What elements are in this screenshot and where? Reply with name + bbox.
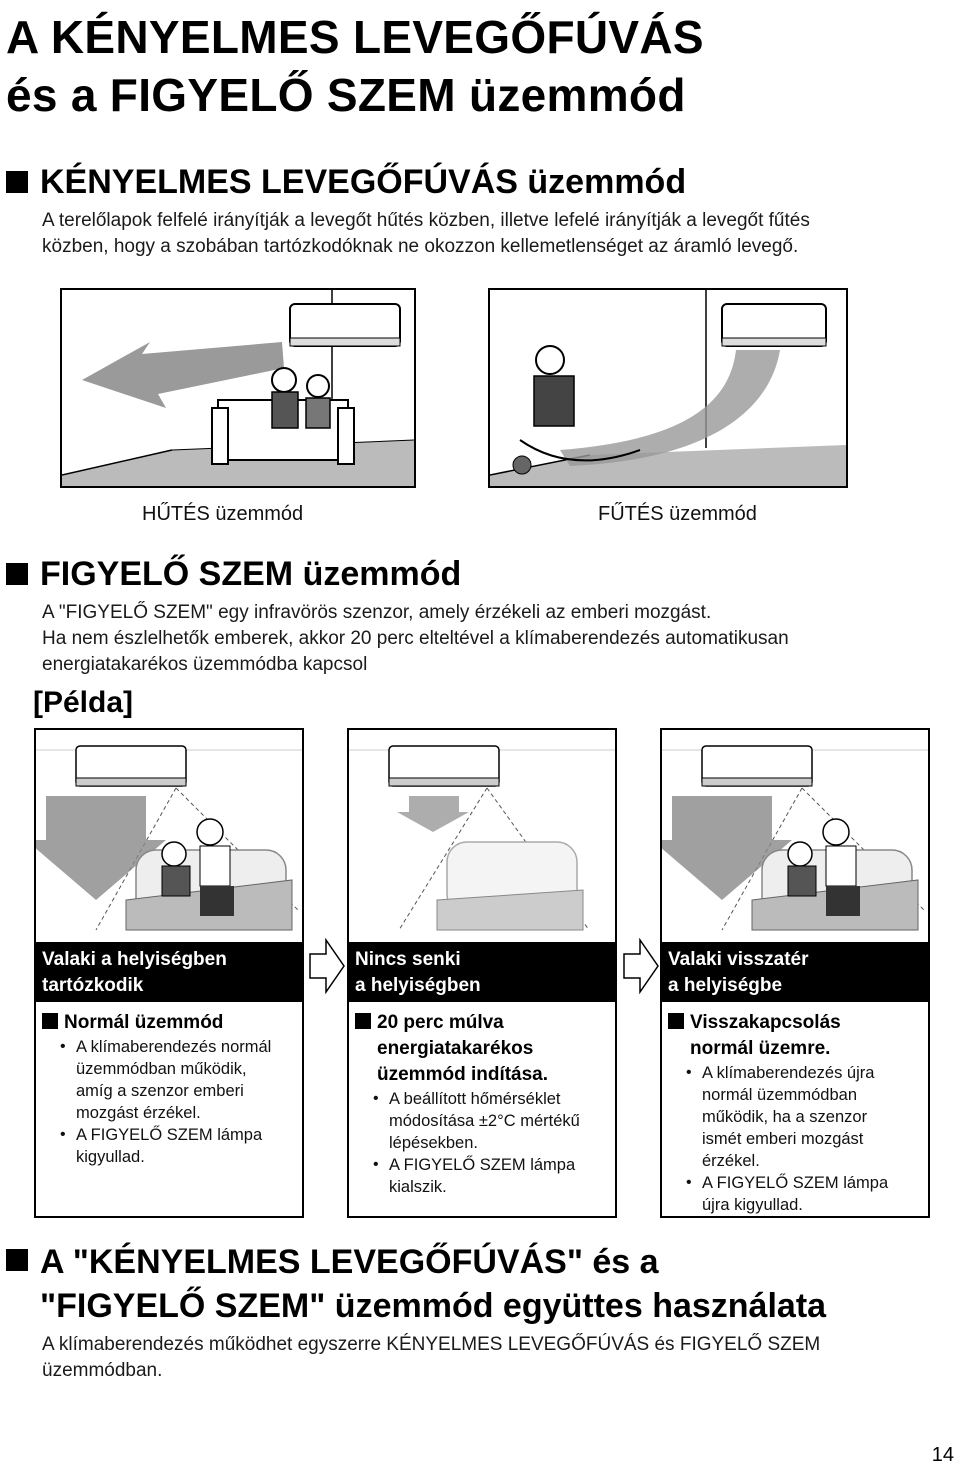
- bullet-text: ismét emberi mozgást: [702, 1130, 864, 1148]
- band-line1: Nincs senki: [355, 949, 461, 970]
- scene-nobody-present: [349, 730, 615, 942]
- mode-line3: üzemmód indítása.: [377, 1064, 549, 1085]
- bullet-text: amíg a szenzor emberi: [76, 1082, 244, 1100]
- mode-title: [42, 1010, 296, 1036]
- bullet-text: • A beállított hőmérséklet: [389, 1090, 561, 1108]
- section2-text-line3: energiatakarékos üzemmódba kapcsol: [42, 654, 368, 675]
- section1-text: [42, 208, 810, 260]
- bullet-text: működik, ha a szenzor: [702, 1108, 868, 1126]
- bullet-text: • A klímaberendezés normál: [76, 1038, 272, 1056]
- cooling-illustration: [60, 288, 416, 488]
- section1-text-line2: közben, hogy a szobában tartózkodóknak ne okozzon kellemetlenséget az áramló levegő.: [42, 236, 799, 257]
- bullet-square-icon: [6, 1249, 28, 1271]
- band-line1: Valaki a helyiségben: [42, 949, 227, 970]
- bullet-item: [686, 1172, 922, 1216]
- mode-line2: normál üzemre.: [690, 1038, 831, 1059]
- bullet-text: kialszik.: [389, 1178, 447, 1196]
- bullet-text: érzékel.: [702, 1152, 760, 1170]
- section2-text-line2: Ha nem észlelhetők emberek, akkor 20 perc elteltével a klímaberendezés automatikusan: [42, 628, 789, 649]
- panel-nobody-present: [347, 728, 617, 1218]
- bullet-text: mozgást érzékel.: [76, 1104, 201, 1122]
- panel-nobody-present-bullets: [373, 1088, 609, 1198]
- band-line1: Valaki visszatér: [668, 949, 809, 970]
- bullet-text: • A FIGYELŐ SZEM lámpa: [76, 1126, 263, 1144]
- heating-illustration: [488, 288, 848, 488]
- bullet-square-icon: [355, 1013, 371, 1029]
- section1-heading-text: KÉNYELMES LEVEGŐFÚVÁS üzemmód: [40, 163, 687, 201]
- page-number: 14: [931, 1444, 954, 1466]
- bullet-item: [686, 1062, 922, 1172]
- bullet-text: módosítása ±2°C mértékű: [389, 1112, 580, 1130]
- scene-someone-present: [36, 730, 302, 942]
- mode-title: [355, 1010, 609, 1088]
- band-line2: tartózkodik: [42, 975, 144, 996]
- panel-someone-present: [34, 728, 304, 1218]
- mode-title: [668, 1010, 922, 1062]
- bullet-item: [60, 1124, 296, 1168]
- panel-nobody-present-band: [349, 942, 615, 1002]
- bullet-item: [60, 1036, 296, 1124]
- bullet-text: • A FIGYELŐ SZEM lámpa: [702, 1174, 889, 1192]
- section3-text-line1: A klímaberendezés működhet egyszerre KÉNYELMES LEVEGŐFÚVÁS és FIGYELŐ SZEM: [42, 1334, 821, 1355]
- scene-someone-returns: [662, 730, 928, 942]
- section3-text: [42, 1332, 820, 1384]
- bullet-text: kigyullad.: [76, 1148, 145, 1166]
- mode-line2: energiatakarékos: [377, 1038, 534, 1059]
- bullet-text: normál üzemmódban: [702, 1086, 857, 1104]
- bullet-square-icon: [6, 563, 28, 585]
- panel-someone-present-band: [36, 942, 302, 1002]
- bullet-text: • A FIGYELŐ SZEM lámpa: [389, 1156, 576, 1174]
- mode-line1: 20 perc múlva: [377, 1012, 504, 1033]
- right-arrow-icon: [622, 938, 660, 994]
- section1-text-line1: A terelőlapok felfelé irányítják a levegőt hűtés közben, illetve lefelé irányítják a levegőt fűtés: [42, 210, 810, 231]
- section3-heading-line2: "FIGYELŐ SZEM" üzemmód együttes használata: [40, 1287, 827, 1325]
- bullet-square-icon: [6, 171, 28, 193]
- band-line2: a helyiségben: [355, 975, 481, 996]
- section2-text-line1: A "FIGYELŐ SZEM" egy infravörös szenzor, amely érzékeli az emberi mozgást.: [42, 602, 712, 623]
- page-title: [6, 8, 704, 124]
- section2-text: [42, 600, 789, 678]
- section3-text-line2: üzemmódban.: [42, 1360, 163, 1381]
- caption-heating: FŰTÉS üzemmód: [598, 503, 757, 525]
- section1-heading: [6, 162, 686, 202]
- mode-line1: Normál üzemmód: [64, 1012, 224, 1033]
- section3-heading-line1: A "KÉNYELMES LEVEGŐFÚVÁS" és a: [40, 1243, 659, 1281]
- section3-heading: [6, 1240, 826, 1328]
- page-title-line2: és a FIGYELŐ SZEM üzemmód: [6, 69, 686, 121]
- panel-someone-present-bullets: [60, 1036, 296, 1168]
- mode-line1: Visszakapcsolás: [690, 1012, 841, 1033]
- section2-heading: [6, 554, 461, 594]
- bullet-text: újra kigyullad.: [702, 1196, 803, 1214]
- panel-someone-returns-band: [662, 942, 928, 1002]
- page-title-line1: A KÉNYELMES LEVEGŐFÚVÁS: [6, 11, 704, 63]
- band-line2: a helyiségbe: [668, 975, 783, 996]
- bullet-square-icon: [668, 1013, 684, 1029]
- panel-someone-returns: [660, 728, 930, 1218]
- bullet-item: [373, 1154, 609, 1198]
- bullet-text: lépésekben.: [389, 1134, 478, 1152]
- panel-someone-returns-bullets: [686, 1062, 922, 1216]
- bullet-item: [373, 1088, 609, 1154]
- bullet-text: üzemmódban működik,: [76, 1060, 247, 1078]
- right-arrow-icon: [308, 938, 346, 994]
- bullet-square-icon: [42, 1013, 58, 1029]
- section2-heading-text: FIGYELŐ SZEM üzemmód: [40, 555, 462, 593]
- bullet-text: • A klímaberendezés újra: [702, 1064, 875, 1082]
- caption-cooling: HŰTÉS üzemmód: [142, 503, 304, 525]
- example-label: [Példa]: [33, 686, 134, 719]
